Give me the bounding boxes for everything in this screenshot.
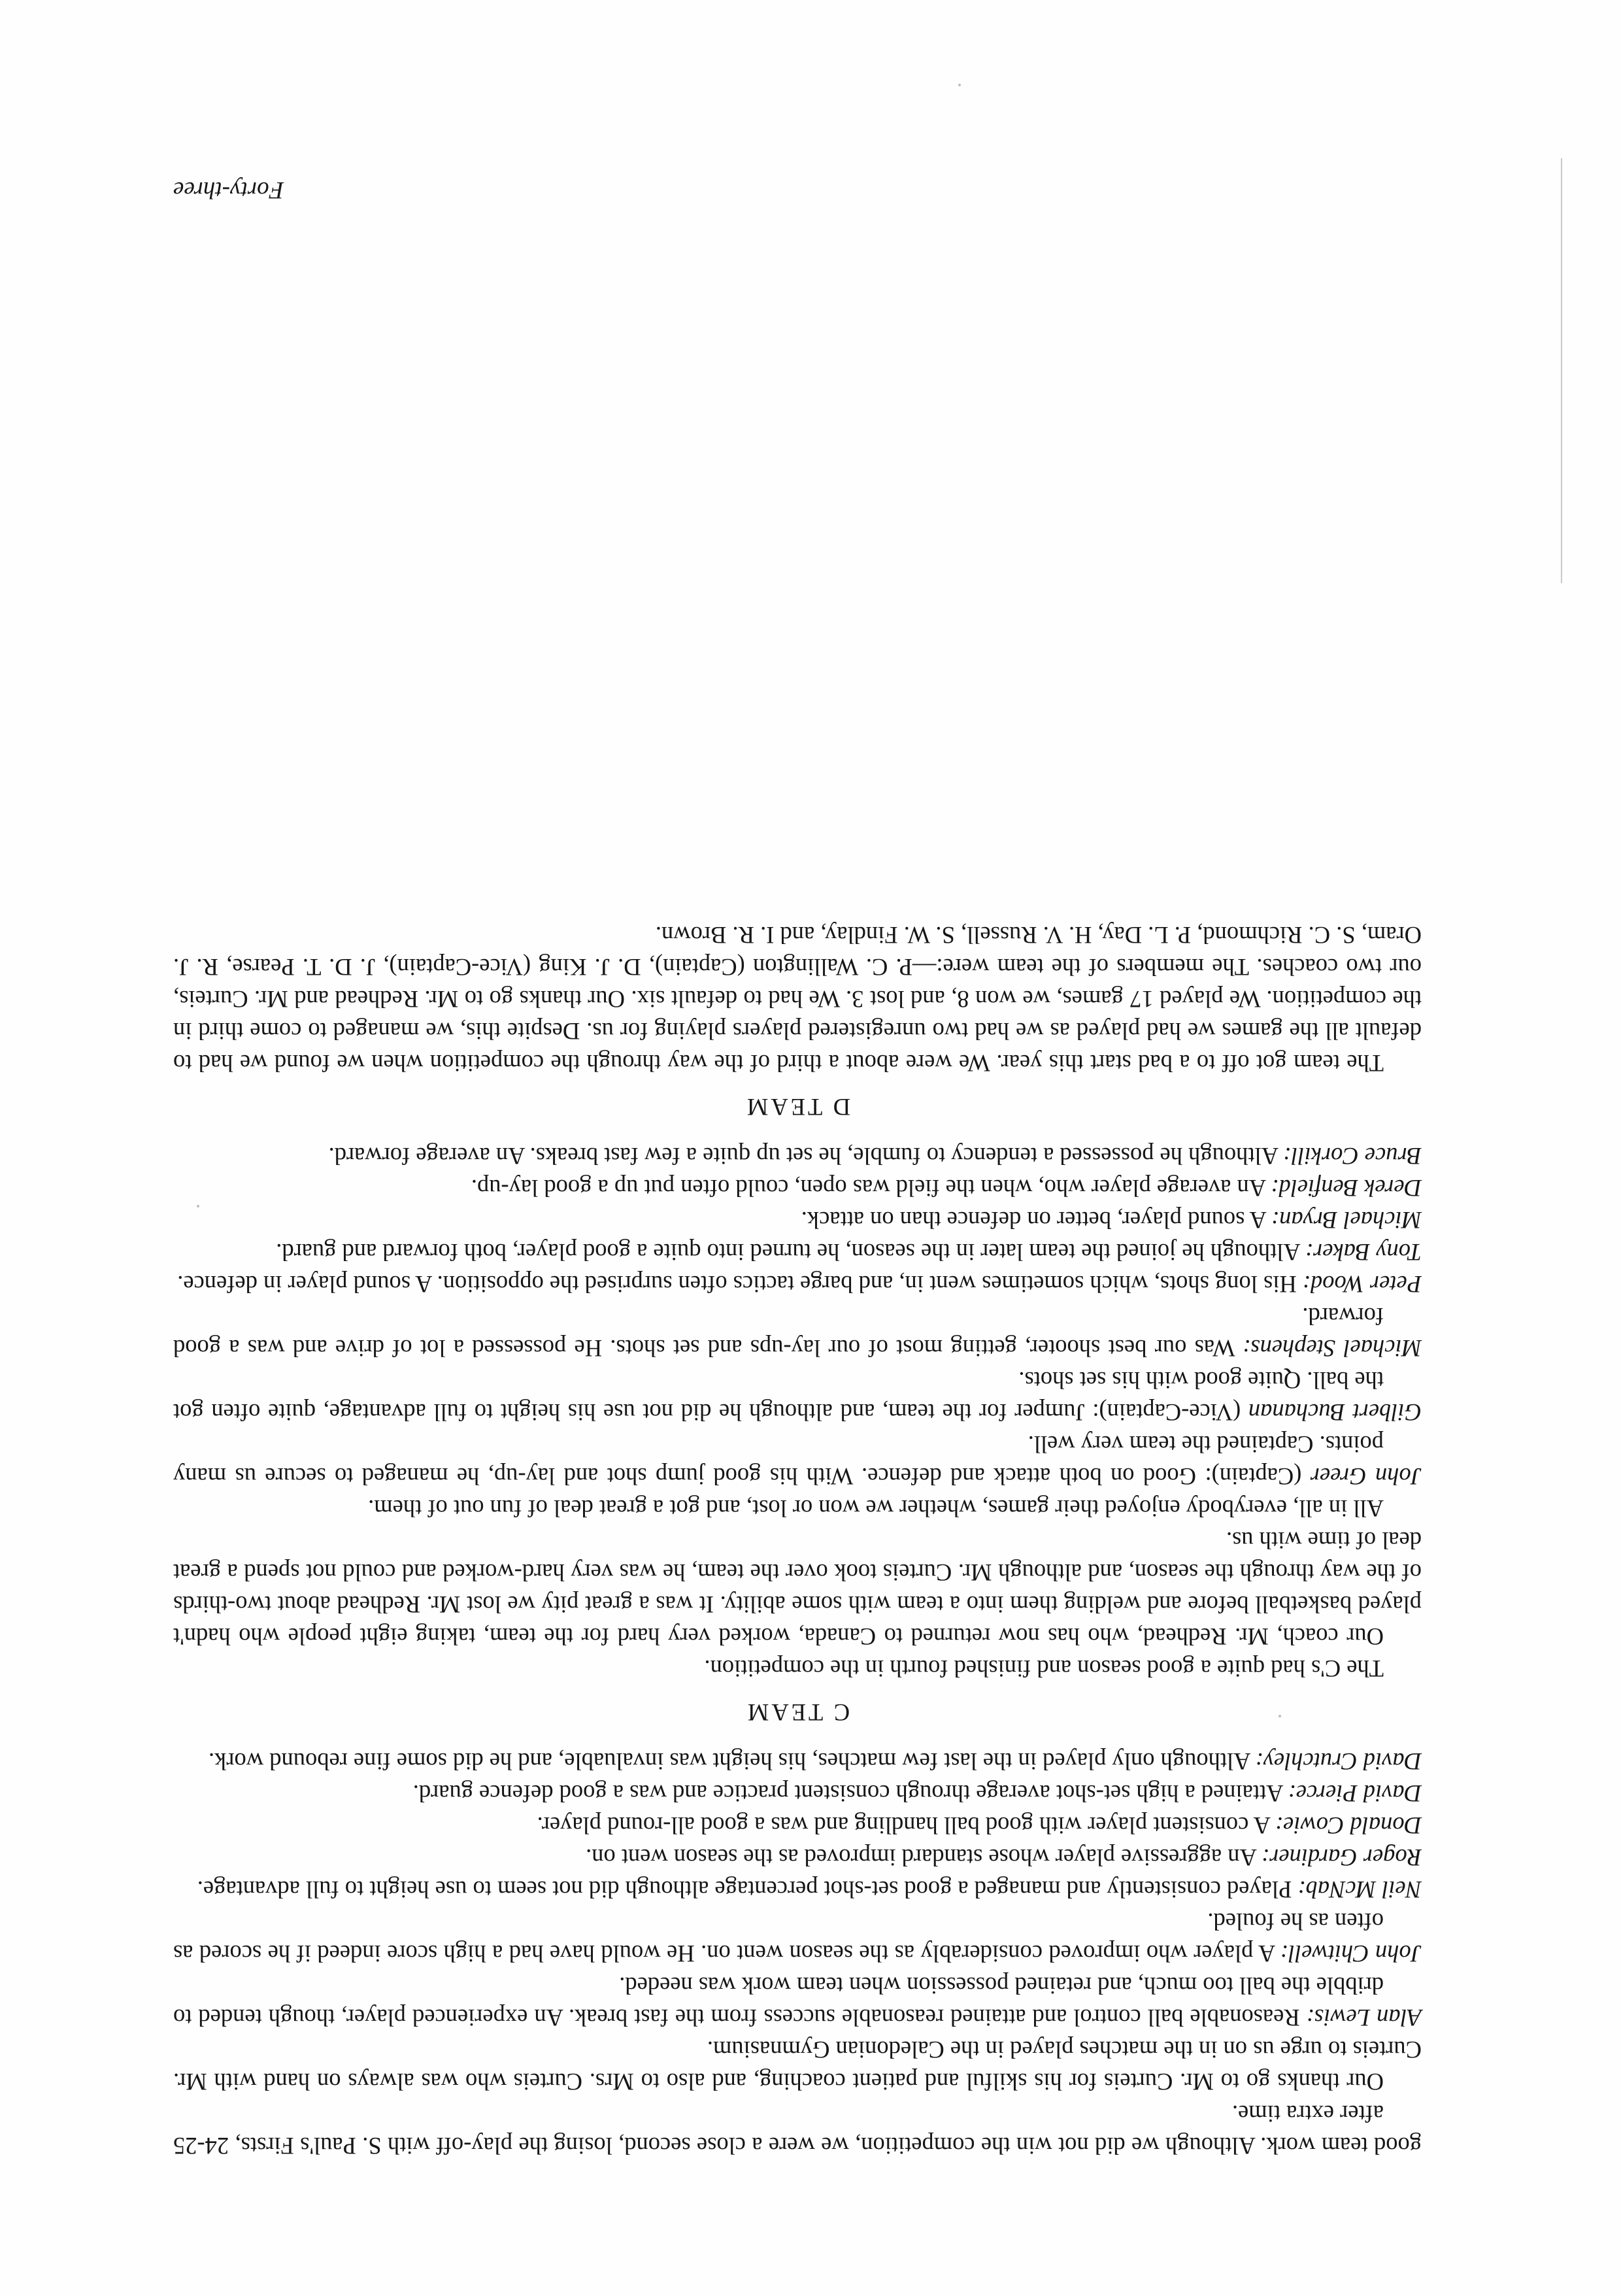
binding-shadow [1561, 158, 1562, 583]
player-name: David Pierce: [1288, 1780, 1422, 1807]
d-team-heading: D TEAM [744, 1094, 851, 1121]
player-comment: A sound player, better on defence than on attack. [801, 1207, 1271, 1234]
thanks-paragraph: Our thanks go to Mr. Curteis for his skilful and patient coaching, and also to Mrs. Curteis who was always on hand with Mr. Curteis to urge us on in the matches played in the Caledonian Gymnasium. [173, 2036, 1422, 2095]
player-name: David Crutchley: [1255, 1748, 1422, 1775]
player-comment: An average player who, when the field was open, could often put up a good lay-up. [471, 1175, 1271, 1202]
player-entry [173, 1140, 1422, 1172]
player-entry [173, 1236, 1422, 1268]
d-team-paragraph: The team got off to a bad start this year. We were about a third of the way through the competition when we found we had to default all the games we had played as we had two unregistered players playing for us. Despite this, we managed to come third in the competition. We played 17 games, we won 8, and lost 3. We had to default six. Our thanks go to Mr. Redhead and Mr. Curteis, our two coaches. The members of the team were:—P. C. Wallington (Captain), D. J. King (Vice-Captain), J. D. T. Pearse, R. J. Oram, S. C. Richmond, P. L. Day, H. V. Russell, S. W. Findlay, and I. R. Brown. [173, 922, 1422, 1077]
player-comment: A player who improved considerably as the season went on. He would have had a high score indeed if he scored as often as he fouled. [173, 1908, 1384, 1967]
player-name: Gilbert Buchanan [1248, 1399, 1422, 1426]
c-team-paragraph: The C's had quite a good season and finished fourth in the competition. [704, 1655, 1384, 1682]
player-name: Alan Lewis: [1306, 2004, 1422, 2031]
player-entry [173, 1268, 1422, 1300]
player-entry [173, 1300, 1422, 1364]
player-name: Derek Benfield: [1271, 1175, 1422, 1202]
player-entry [173, 1172, 1422, 1204]
player-name: Peter Wood: [1302, 1271, 1422, 1298]
player-name: John Greer [1310, 1463, 1422, 1490]
player-entry [173, 1428, 1422, 1493]
player-comment: Played consistently and managed a good set-shot percentage although did not seem to use height to full advantage. [197, 1876, 1298, 1903]
player-comment: Reasonable ball control and attained reasonable success from the fast break. An experienced player, though tended to dribble the ball too much, and retained possession when team work was needed. [173, 1972, 1384, 2031]
player-name: Donald Cowie: [1275, 1812, 1422, 1839]
player-name: Bruce Corkill: [1283, 1143, 1422, 1170]
player-entry [173, 1906, 1422, 1970]
c-team-paragraph: All in all, everybody enjoyed their games, whether we won or lost, and got a great deal of fun out of them. [368, 1495, 1384, 1522]
player-entry [173, 1842, 1422, 1874]
page-body [173, 919, 1422, 2162]
player-entry [173, 1364, 1422, 1428]
player-entry [173, 1810, 1422, 1842]
scan-speck [1278, 1715, 1281, 1717]
player-comment: A consistent player with good ball handling and was a good all-round player. [537, 1812, 1275, 1839]
player-name: Roger Gardiner: [1262, 1844, 1422, 1871]
player-comment: Was our best shooter, getting most of our lay-ups and set shots. He possessed a lot of drive and was a good forward. [173, 1303, 1384, 1362]
player-comment: (Captain): Good on both attack and defence. With his good jump shot and lay-up, he managed to secure us many points. Captained the team very well. [173, 1431, 1384, 1490]
player-comment: Although only played in the last few matches, his height was invaluable, and he did some fine rebound work. [208, 1748, 1256, 1775]
c-team-paragraph: Our coach, Mr. Redhead, who has now returned to Canada, worked very hard for the team, taking eight people who hadn't played basketball before and welding them into a team with some ability. It was a great pity we lost Mr. Redhead about two-thirds of the way through the season, and although Mr. Curteis took over the team, he was very hard-worked and could not spend a great deal of time with us. [173, 1527, 1422, 1650]
player-comment: Attained a high set-shot average through consistent practice and was a good defence guard. [412, 1780, 1288, 1807]
player-entry [173, 1778, 1422, 1810]
player-entry [173, 1874, 1422, 1906]
player-entry [173, 1204, 1422, 1236]
player-entry [173, 1746, 1422, 1778]
scan-speck [197, 1205, 199, 1207]
player-comment: An aggressive player whose standard improved as the season went on. [586, 1844, 1262, 1871]
page-number: Forty-three [173, 177, 284, 203]
intro-paragraph: good team work. Although we did not win the competition, we were a close second, losing the play-off with S. Paul's Firsts, 24-25 after extra time. [173, 2101, 1422, 2159]
player-name: Michael Stephens: [1243, 1335, 1422, 1362]
scan-speck [958, 84, 961, 86]
player-comment: (Vice-Captain): Jumper for the team, and although he did not use his height to full advantage, quite often got the ball. Quite good with his set shots. [173, 1367, 1384, 1426]
player-comment: Although he possessed a tendency to fumble, he set up quite a few fast breaks. An average forward. [328, 1143, 1284, 1170]
player-entry [173, 1970, 1422, 2034]
player-comment: His long shots, which sometimes went in, and barge tactics often surprised the opposition. A sound player in defence. [177, 1271, 1303, 1298]
player-comment: Although he joined the team later in the season, he turned into quite a good player, both forward and guard. [276, 1239, 1305, 1266]
player-name: Michael Bryan: [1271, 1207, 1422, 1234]
player-name: John Chitwell: [1280, 1940, 1422, 1967]
player-name: Neil McNab: [1297, 1876, 1422, 1903]
player-name: Tony Baker: [1305, 1239, 1422, 1266]
c-team-heading: C TEAM [744, 1699, 850, 1726]
